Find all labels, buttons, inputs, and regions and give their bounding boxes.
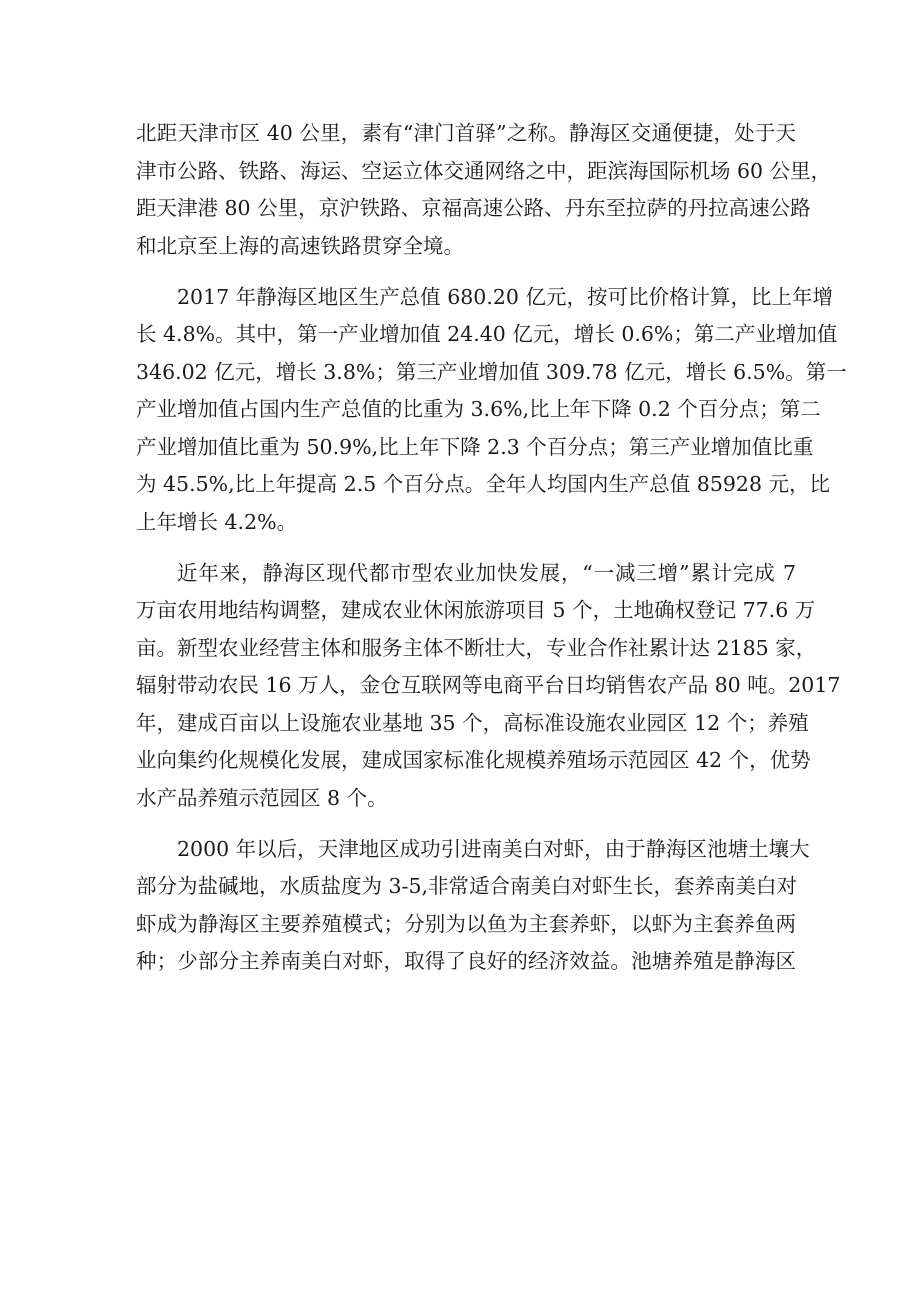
- document-body: [136, 115, 847, 994]
- text-line: 部分为盐碱地，水质盐度为 3-5,非常适合南美白对虾生长，套养南美白对: [136, 874, 798, 898]
- text-line: 长 4.8%。其中，第一产业增加值 24.40 亿元，增长 0.6%；第二产业增加值: [136, 322, 838, 346]
- text-line: 346.02 亿元，增长 3.8%；第三产业增加值 309.78 亿元，增长 6.5%。第一: [136, 359, 847, 384]
- text-line: 和北京至上海的高速铁路贯穿全境。: [136, 233, 464, 258]
- text-line: 万亩农用地结构调整，建成农业休闲旅游项目 5 个，土地确权登记 77.6 万: [136, 598, 816, 622]
- text-line: 北距天津市区 40 公里，素有“津门首驿”之称。静海区交通便捷，处于天: [136, 121, 796, 145]
- paragraph-transport: [136, 115, 832, 265]
- text-line: 产业增加值占国内生产总值的比重为 3.6%,比上年下降 0.2 个百分点；第二: [136, 397, 821, 421]
- text-line: 为 45.5%,比上年提高 2.5 个百分点。全年人均国内生产总值 85928 元，比: [136, 472, 831, 496]
- text-line: 水产品养殖示范园区 8 个。: [136, 785, 388, 810]
- paragraph-agriculture: [136, 555, 841, 818]
- text-line: 距天津港 80 公里，京沪铁路、京福高速公路、丹东至拉萨的丹拉高速公路: [136, 196, 811, 220]
- text-line: 年，建成百亩以上设施农业基地 35 个，高标准设施农业园区 12 个；养殖: [136, 710, 809, 735]
- text-line: 产业增加值比重为 50.9%,比上年下降 2.3 个百分点；第三产业增加值比重: [136, 434, 814, 459]
- text-line: 业向集约化规模化发展，建成国家标准化规模养殖场示范园区 42 个，优势: [136, 748, 811, 772]
- text-line: 津市公路、铁路、海运、空运立体交通网络之中，距滨海国际机场 60 公里，: [136, 158, 832, 183]
- paragraph-economy: [136, 279, 847, 542]
- text-line: 虾成为静海区主要养殖模式；分别为以鱼为主套养虾，以虾为主套养鱼两: [136, 911, 796, 936]
- text-line: 2000 年以后，天津地区成功引进南美白对虾，由于静海区池塘土壤大: [177, 836, 810, 861]
- text-line: 种；少部分主养南美白对虾，取得了良好的经济效益。池塘养殖是静海区: [136, 949, 796, 973]
- text-line: 辐射带动农民 16 万人，金仓互联网等电商平台日均销售农产品 80 吨。2017: [136, 673, 841, 697]
- text-line: 上年增长 4.2%。: [136, 509, 298, 534]
- text-line: 2017 年静海区地区生产总值 680.20 亿元，按可比价格计算，比上年增: [177, 284, 833, 309]
- text-line: 近年来，静海区现代都市型农业加快发展，“一减三增”累计完成 7: [177, 560, 796, 585]
- paragraph-aquaculture: [136, 831, 810, 981]
- text-line: 亩。新型农业经营主体和服务主体不断壮大，专业合作社累计达 2185 家，: [136, 635, 817, 660]
